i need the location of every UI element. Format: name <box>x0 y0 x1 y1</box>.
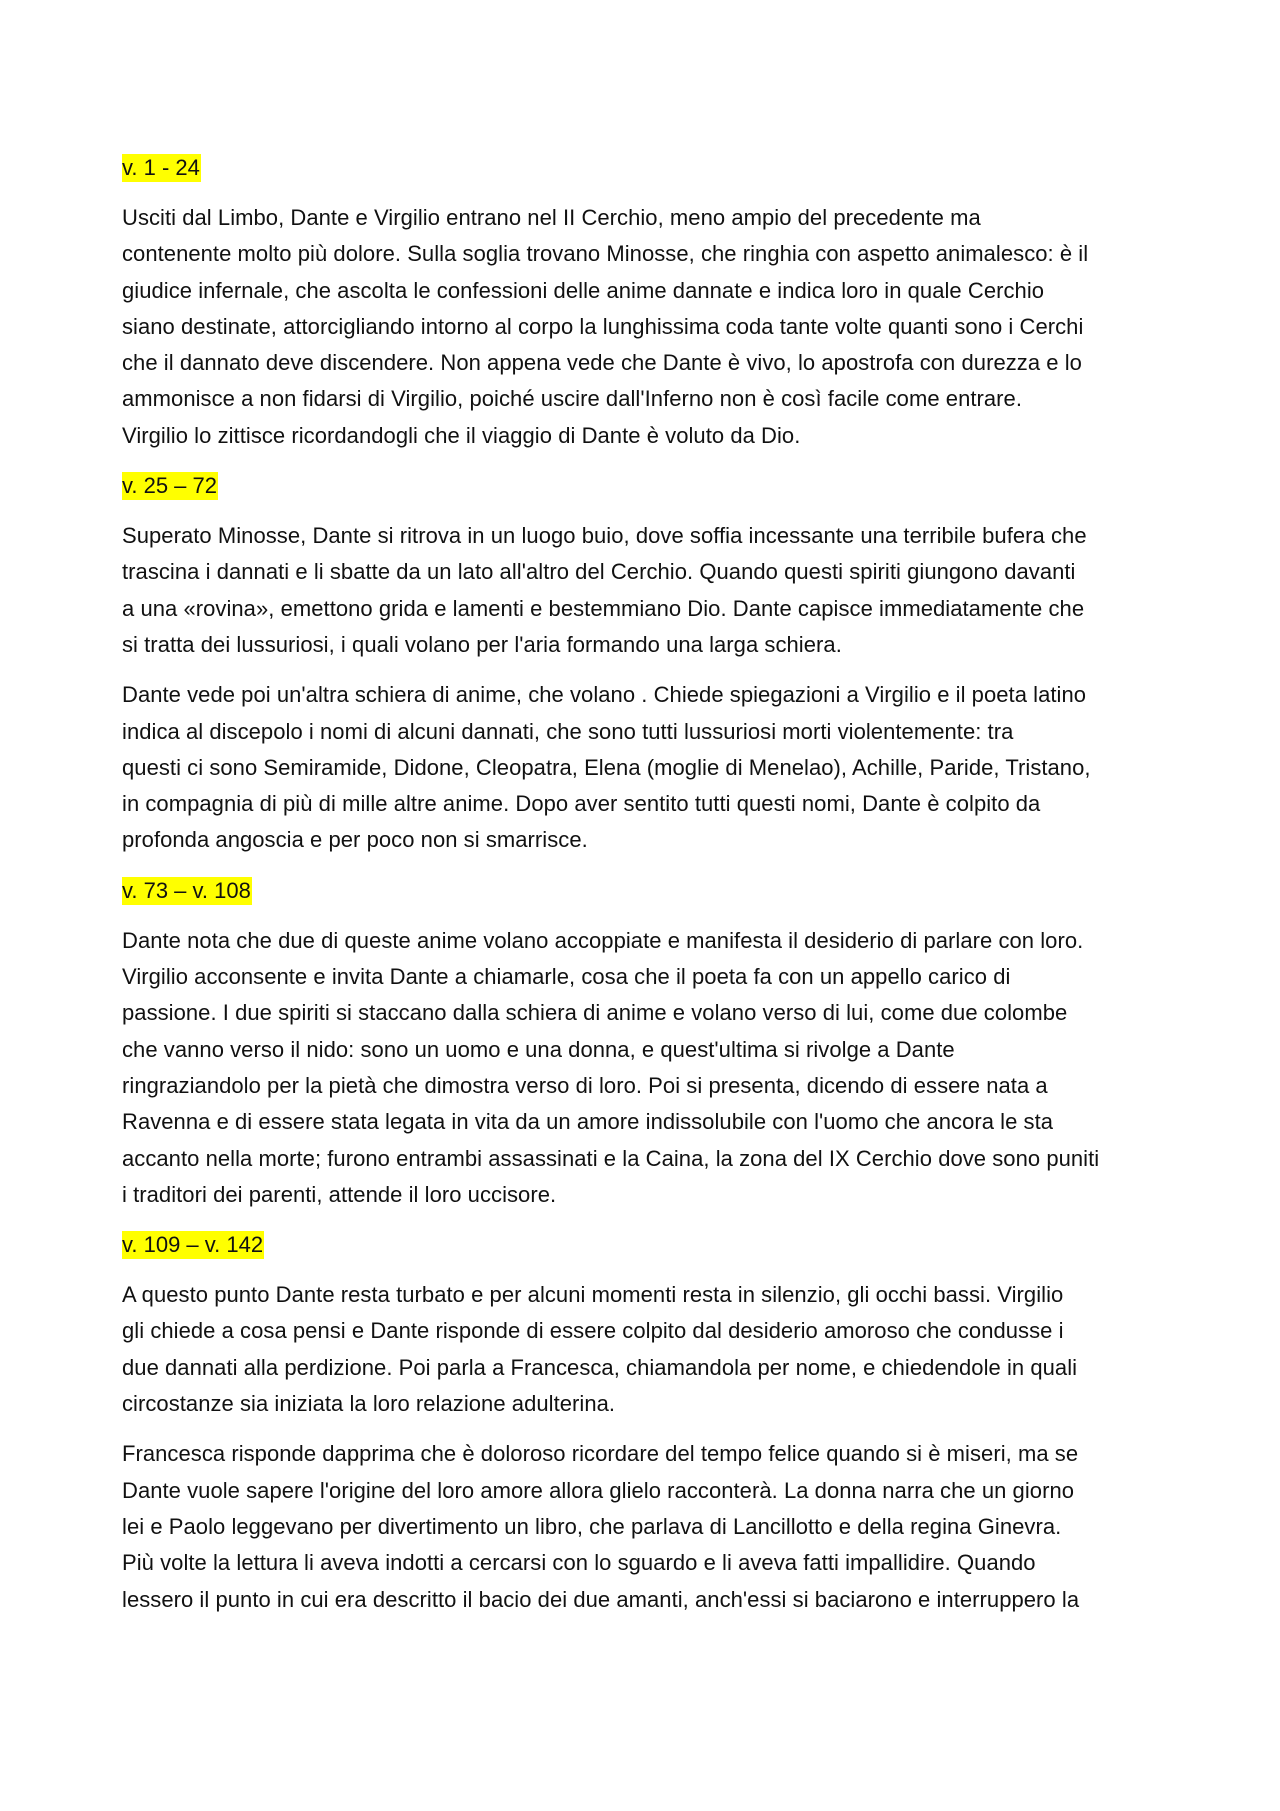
section-heading <box>122 873 1172 909</box>
section-heading <box>122 1227 1172 1263</box>
text-line: due dannati alla perdizione. Poi parla a Francesca, chiamandola per nome, e chiedendole in quali <box>122 1354 1078 1380</box>
paragraph <box>122 923 1172 1213</box>
text-line: Dante nota che due di queste anime volano accoppiate e manifesta il desiderio di parlare con loro. <box>122 927 1084 953</box>
section-heading <box>122 468 1172 504</box>
text-line: siano destinate, attorcigliando intorno al corpo la lunghissima coda tante volte quanti sono i Cerchi <box>122 313 1084 339</box>
text-line: Virgilio lo zittisce ricordandogli che il viaggio di Dante è voluto da Dio. <box>122 422 801 448</box>
text-line: circostanze sia iniziata la loro relazione adulterina. <box>122 1391 616 1417</box>
document-body <box>122 150 1172 1632</box>
text-line: profonda angoscia e per poco non si smarrisce. <box>122 827 588 853</box>
section-heading-highlight: v. 73 – v. 108 <box>122 877 251 903</box>
paragraph <box>122 1436 1172 1617</box>
section-heading-highlight: v. 109 – v. 142 <box>122 1232 264 1258</box>
text-line: gli chiede a cosa pensi e Dante risponde di essere colpito dal desiderio amoroso che condusse i <box>122 1318 1064 1344</box>
text-line: a una «rovina», emettono grida e lamenti e bestemmiano Dio. Dante capisce immediatamente che <box>122 595 1085 621</box>
text-line: lei e Paolo leggevano per divertimento un libro, che parlava di Lancillotto e della regina Ginevra. <box>122 1513 1062 1539</box>
section-heading-highlight: v. 1 - 24 <box>122 155 200 180</box>
paragraph <box>122 677 1172 858</box>
text-line: A questo punto Dante resta turbato e per alcuni momenti resta in silenzio, gli occhi bassi. Virgilio <box>122 1282 1064 1308</box>
text-line: si tratta dei lussuriosi, i quali volano per l'aria formando una larga schiera. <box>122 631 842 657</box>
text-line: giudice infernale, che ascolta le confessioni delle anime dannate e indica loro in quale Cerchio <box>122 277 1045 303</box>
text-line: Usciti dal Limbo, Dante e Virgilio entrano nel II Cerchio, meno ampio del precedente ma <box>122 205 981 230</box>
paragraph <box>122 200 1172 454</box>
text-line: che il dannato deve discendere. Non appena vede che Dante è vivo, lo apostrofa con durezza e lo <box>122 350 1082 376</box>
section-heading <box>122 150 1172 186</box>
text-line: Francesca risponde dapprima che è doloroso ricordare del tempo felice quando si è miseri, ma se <box>122 1441 1079 1467</box>
text-line: Superato Minosse, Dante si ritrova in un luogo buio, dove soffia incessante una terribile bufera che <box>122 523 1087 549</box>
text-line: ammonisce a non fidarsi di Virgilio, poiché uscire dall'Inferno non è così facile come entrare. <box>122 386 1023 412</box>
text-line: i traditori dei parenti, attende il loro uccisore. <box>122 1181 557 1207</box>
text-line: ringraziandolo per la pietà che dimostra verso di loro. Poi si presenta, dicendo di essere nata a <box>122 1072 1048 1098</box>
section-heading-highlight: v. 25 – 72 <box>122 473 217 499</box>
text-line: passione. I due spiriti si staccano dalla schiera di anime e volano verso di lui, come due colombe <box>122 1000 1068 1026</box>
text-line: indica al discepolo i nomi di alcuni dannati, che sono tutti lussuriosi morti violentemente: tra <box>122 718 1014 744</box>
text-line: Dante vuole sapere l'origine del loro amore allora glielo racconterà. La donna narra che un giorno <box>122 1477 1075 1503</box>
text-line: Dante vede poi un'altra schiera di anime, che volano . Chiede spiegazioni a Virgilio e il poeta latino <box>122 682 1087 708</box>
text-line: Più volte la lettura li aveva indotti a cercarsi con lo sguardo e li aveva fatti impallidire. Quando <box>122 1550 1036 1576</box>
text-line: questi ci sono Semiramide, Didone, Cleopatra, Elena (moglie di Menelao), Achille, Paride, Tristano, <box>122 754 1091 780</box>
paragraph <box>122 1277 1172 1422</box>
text-line: contenente molto più dolore. Sulla soglia trovano Minosse, che ringhia con aspetto animalesco: è il <box>122 241 1089 267</box>
text-line: Ravenna e di essere stata legata in vita da un amore indissolubile con l'uomo che ancora le sta <box>122 1109 1054 1135</box>
text-line: che vanno verso il nido: sono un uomo e una donna, e quest'ultima si rivolge a Dante <box>122 1036 955 1062</box>
paragraph <box>122 518 1172 663</box>
text-line: in compagnia di più di mille altre anime. Dopo aver sentito tutti questi nomi, Dante è colpito da <box>122 791 1041 817</box>
text-line: Virgilio acconsente e invita Dante a chiamarle, cosa che il poeta fa con un appello carico di <box>122 964 1011 990</box>
text-line: trascina i dannati e li sbatte da un lato all'altro del Cerchio. Quando questi spiriti giungono davanti <box>122 559 1076 585</box>
text-line: accanto nella morte; furono entrambi assassinati e la Caina, la zona del IX Cerchio dove sono puniti <box>122 1145 1100 1171</box>
text-line: lessero il punto in cui era descritto il bacio dei due amanti, anch'essi si baciarono e interruppero la <box>122 1586 1080 1612</box>
